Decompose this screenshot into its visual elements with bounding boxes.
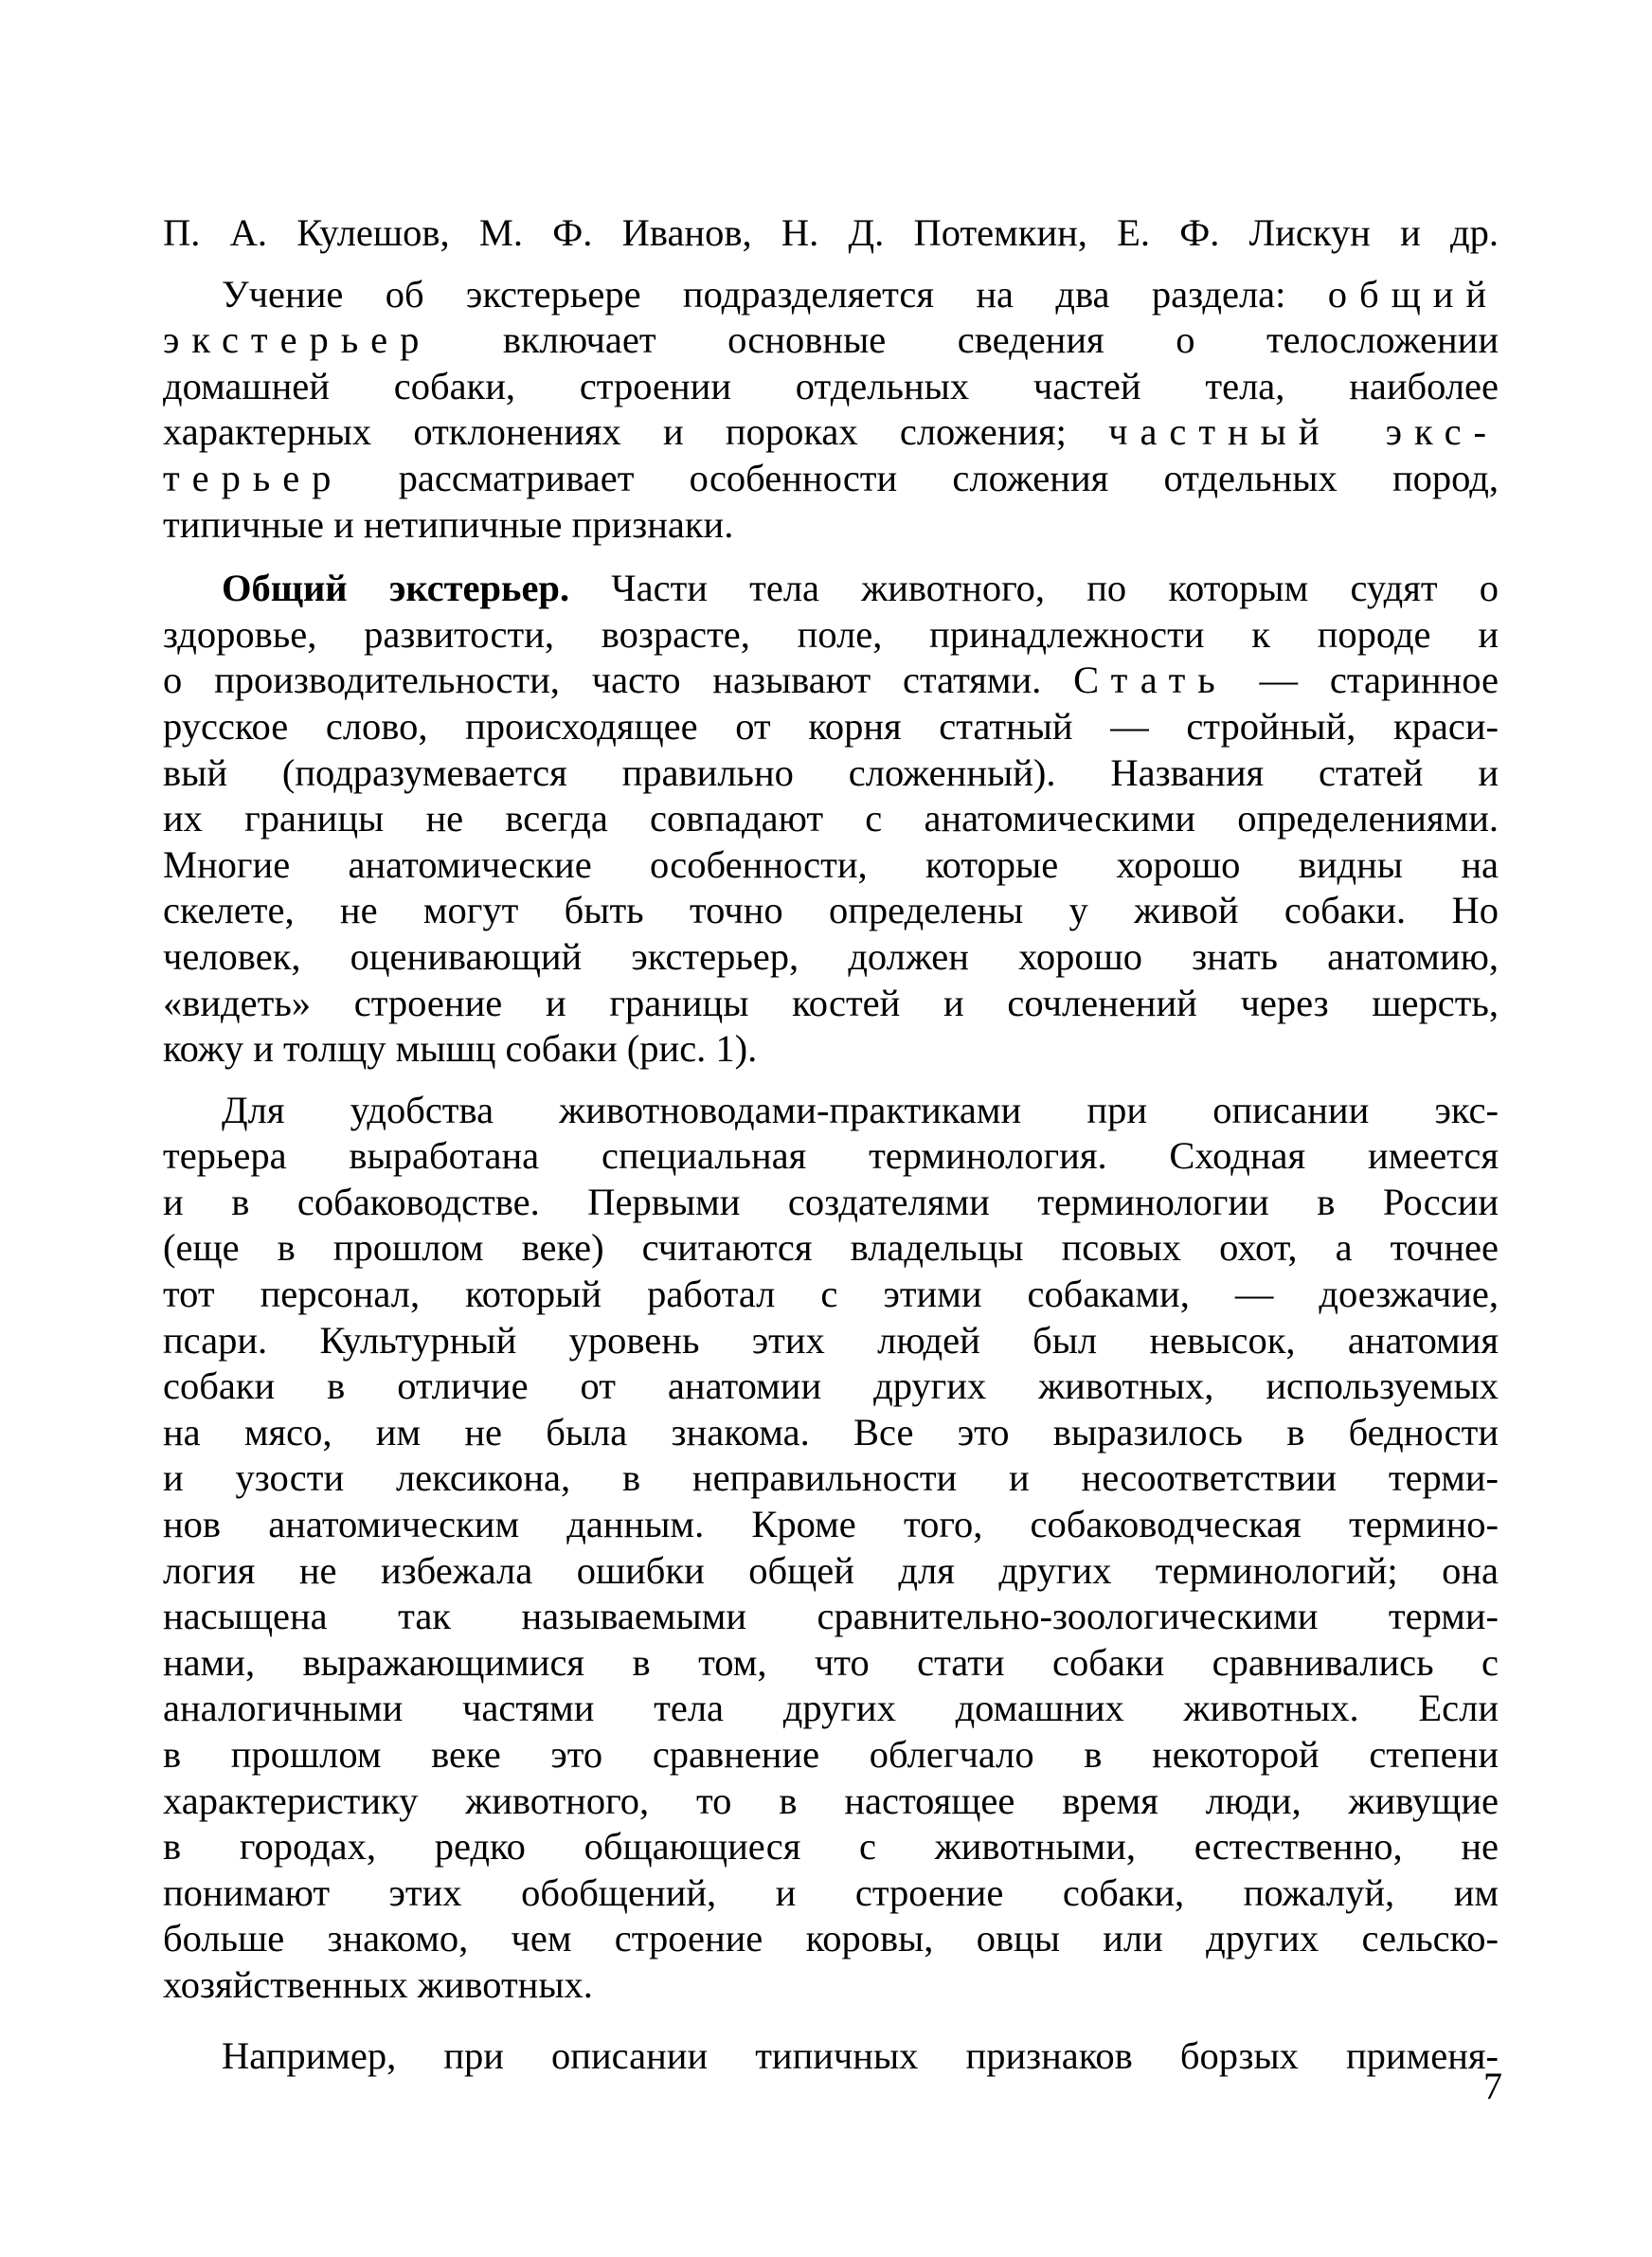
paragraph-2-line: человек, оценивающий экстерьер, должен хорошо знать анатомию, [163,934,1499,978]
paragraph-3-line: (еще в прошлом веке) считаются владельцы псовых охот, а точнее [163,1226,1499,1270]
term-particular: частный экс- [1108,410,1499,454]
paragraph-3-line: понимают этих обобщений, и строение собаки, пожалуй, им [163,1870,1499,1914]
author-list-line: П. А. Кулешов, М. Ф. Иванов, Н. Д. Потемкин, Е. Ф. Лискун и др. [163,211,1499,254]
paragraph-2-line: здоровье, развитости, возрасте, поле, принадлежности к породе и [163,612,1499,656]
paragraph-3-line: на мясо, им не была знакома. Все это выразилось в бедности [163,1410,1499,1454]
paragraph-2-line: вый (подразумевается правильно сложенный). Названия статей и [163,750,1499,794]
page-number: 7 [1483,2065,1502,2107]
paragraph-1-line: домашней собаки, строении отдельных частей тела, наиболее [163,364,1499,407]
paragraph-3-line: насыщена так называемыми сравнительно-зоологическими терми- [163,1595,1499,1638]
paragraph-2-line: русское слово, происходящее от корня статный — стройный, краси- [163,704,1499,748]
paragraph-3-line: логия не избежала ошибки общей для других терминологий; она [163,1548,1499,1592]
paragraph-2-line: кожу и толщу мышц собаки (рис. 1). [163,1027,758,1071]
paragraph-3-line: псари. Культурный уровень этих людей был невысок, анатомия [163,1318,1499,1362]
paragraph-3-line: нами, выражающимися в том, что стати собаки сравнивались с [163,1640,1499,1684]
paragraph-3-line: в прошлом веке это сравнение облегчало в некоторой степени [163,1733,1499,1776]
paragraph-3-line: характеристику животного, то в настоящее время люди, живущие [163,1779,1499,1822]
paragraph-3-line: тот персонал, который работал с этими собаками, — доезжачие, [163,1273,1499,1316]
paragraph-1-line: типичные и нетипичные признаки. [163,502,734,546]
paragraph-2-line: «видеть» строение и границы костей и сочленений через шерсть, [163,981,1499,1024]
paragraph-2-line: Многие анатомические особенности, которые хорошо видны на [163,842,1499,886]
section-heading: Общий экстерьер. [222,567,570,610]
paragraph-3-line: терьера выработана специальная терминология. Сходная имеется [163,1134,1499,1178]
paragraph-3-line: больше знакомо, чем строение коровы, овцы или других сельско- [163,1917,1499,1960]
paragraph-3-line: нов анатомическим данным. Кроме того, собаководческая термино- [163,1503,1499,1546]
paragraph-3-line: Для удобства животноводами-практиками при описании экс- [222,1088,1499,1131]
paragraph-2-line: о производительности, часто называют статями. Стать — старинное [163,659,1499,702]
term-exterior-cont: терьер [163,456,344,499]
paragraph-2-line: скелете, не могут быть точно определены у живой собаки. Но [163,889,1499,932]
paragraph-2-line: их границы не всегда совпадают с анатомическими определениями. [163,797,1499,840]
body-text [163,210,1499,2079]
paragraph-3-line: хозяйственных животных. [163,1962,593,2006]
paragraph-4-line: Например, при описании типичных признаков борзых применя- [222,2033,1499,2077]
paragraph-1-line: экстерьер включает основные сведения о телосложении [163,318,1499,362]
paragraph-1-line: Учение об экстерьере подразделяется на два раздела: общий [222,272,1499,316]
term-stat: Стать [1073,659,1228,702]
paragraph-3-line: собаки в отличие от анатомии других животных, используемых [163,1364,1499,1408]
paragraph-3-line: и в собаководстве. Первыми создателями терминологии в России [163,1180,1499,1223]
paragraph-2-line: Общий экстерьер. Части тела животного, по которым судят о [222,567,1499,610]
term-general: общий [1327,272,1499,316]
paragraph-1-line: терьер рассматривает особенности сложения отдельных пород, [163,456,1499,499]
term-exterior: экстерьер [163,318,432,362]
paragraph-1-line: характерных отклонениях и пороках сложения; частный экс- [163,410,1499,454]
paragraph-3-line: в городах, редко общающиеся с животными, естественно, не [163,1825,1499,1869]
paragraph-3-line: и узости лексикона, в неправильности и несоответствии терми- [163,1456,1499,1500]
paragraph-3-line: аналогичными частями тела других домашних животных. Если [163,1687,1499,1730]
